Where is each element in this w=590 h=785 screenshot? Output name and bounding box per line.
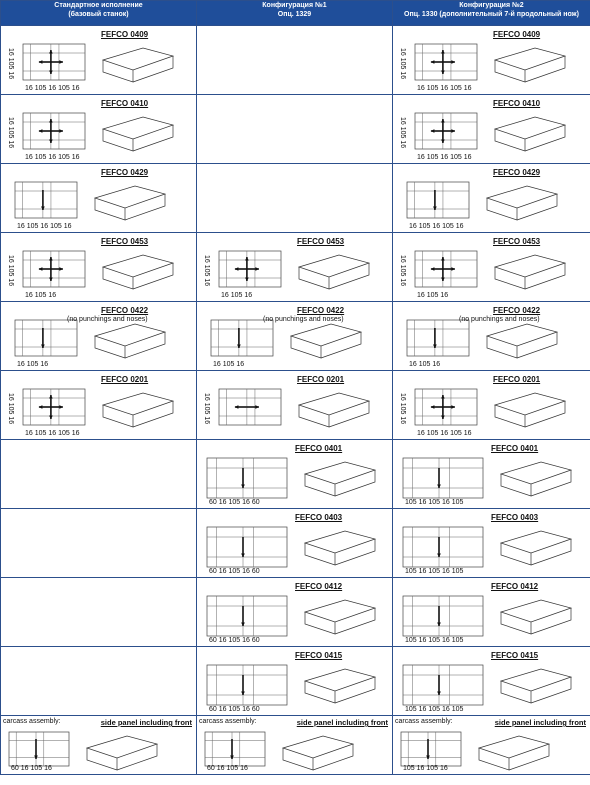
arrow-head bbox=[41, 344, 45, 348]
arrow-head bbox=[451, 60, 455, 64]
config-row bbox=[1, 164, 590, 233]
arrow-head bbox=[441, 50, 445, 54]
arrow-head bbox=[431, 60, 435, 64]
box-blank-diagram bbox=[211, 320, 273, 356]
config-cell bbox=[1, 302, 197, 371]
box-blank-diagram bbox=[207, 458, 287, 498]
arrow-head bbox=[241, 691, 245, 695]
box-3d-sketch bbox=[103, 117, 173, 151]
fefco-code: FEFCO 0403 bbox=[295, 513, 343, 522]
box-3d-sketch bbox=[305, 531, 375, 565]
side-panel-label: side panel including front bbox=[100, 718, 192, 727]
dimension-label: 105 16 105 16 105 bbox=[405, 706, 464, 713]
arrow-head bbox=[437, 553, 441, 557]
config-cell bbox=[197, 578, 393, 647]
arrow-head bbox=[49, 70, 53, 74]
header-config1 bbox=[197, 1, 393, 26]
dimension-label: 60 16 105 16 60 bbox=[209, 706, 260, 713]
dimension-label: 105 16 105 16 105 bbox=[405, 637, 464, 644]
config-row bbox=[1, 716, 590, 775]
dimension-label: 105 16 105 16 bbox=[403, 765, 448, 772]
arrow-head bbox=[431, 267, 435, 271]
arrow-head bbox=[431, 129, 435, 133]
arrow-head bbox=[49, 139, 53, 143]
figure bbox=[1, 371, 197, 439]
arrow-head bbox=[245, 277, 249, 281]
arrow-head bbox=[49, 50, 53, 54]
config-cell bbox=[197, 716, 393, 775]
side-dimension-label: 16 105 16 bbox=[7, 48, 14, 80]
fefco-code: FEFCO 0201 bbox=[297, 375, 345, 384]
figure bbox=[393, 302, 589, 370]
box-blank-diagram bbox=[403, 458, 483, 498]
fefco-note: (no punchings and noses) bbox=[459, 316, 540, 323]
arrow-head bbox=[59, 405, 63, 409]
arrow-head bbox=[49, 395, 53, 399]
config-row bbox=[1, 647, 590, 716]
fefco-code: FEFCO 0422 bbox=[101, 306, 149, 315]
box-blank-diagram bbox=[9, 732, 69, 766]
box-3d-sketch bbox=[501, 669, 571, 703]
box-3d-sketch bbox=[95, 324, 165, 358]
dimension-label: 16 105 16 105 16 bbox=[17, 223, 72, 230]
arrow-head bbox=[441, 257, 445, 261]
dimension-label: 16 105 16 bbox=[417, 292, 449, 299]
side-dimension-label: 16 105 16 bbox=[7, 117, 14, 149]
empty-cell bbox=[1, 509, 197, 578]
dimension-label: 16 105 16 105 16 bbox=[417, 85, 472, 92]
fefco-code: FEFCO 0403 bbox=[491, 513, 539, 522]
fefco-code: FEFCO 0409 bbox=[101, 30, 149, 39]
figure bbox=[197, 371, 393, 439]
fefco-code: FEFCO 0422 bbox=[297, 306, 345, 315]
config-cell bbox=[1, 26, 197, 95]
config-cell bbox=[393, 371, 590, 440]
config-cell bbox=[393, 302, 590, 371]
config-row bbox=[1, 371, 590, 440]
config-row bbox=[1, 509, 590, 578]
dimension-label: 16 105 16 105 16 bbox=[417, 154, 472, 161]
arrow-head bbox=[230, 755, 234, 759]
arrow-head bbox=[437, 622, 441, 626]
config-cell bbox=[393, 509, 590, 578]
dimension-label: 16 105 16 bbox=[25, 292, 57, 299]
arrow-head bbox=[437, 691, 441, 695]
fefco-note: (no punchings and noses) bbox=[263, 316, 344, 323]
config-cell bbox=[197, 509, 393, 578]
box-3d-sketch bbox=[495, 255, 565, 289]
figure bbox=[393, 233, 589, 301]
box-blank-diagram bbox=[407, 320, 469, 356]
config-cell bbox=[393, 233, 590, 302]
box-3d-sketch bbox=[103, 48, 173, 82]
config-cell bbox=[197, 233, 393, 302]
empty-cell bbox=[197, 164, 393, 233]
figure bbox=[197, 233, 393, 301]
side-dimension-label: 16 105 16 bbox=[7, 393, 14, 425]
side-dimension-label: 16 105 16 bbox=[7, 255, 14, 287]
figure bbox=[393, 164, 589, 232]
figure bbox=[393, 371, 589, 439]
arrow-head bbox=[49, 257, 53, 261]
arrow-head bbox=[41, 206, 45, 210]
arrow-head bbox=[245, 257, 249, 261]
fefco-code: FEFCO 0453 bbox=[493, 237, 541, 246]
figure bbox=[1, 164, 197, 232]
config-cell bbox=[393, 164, 590, 233]
fefco-code: FEFCO 0409 bbox=[493, 30, 541, 39]
config-cell bbox=[1, 716, 197, 775]
box-3d-sketch bbox=[305, 462, 375, 496]
arrow-head bbox=[235, 405, 239, 409]
arrow-head bbox=[437, 484, 441, 488]
fefco-code: FEFCO 0422 bbox=[493, 306, 541, 315]
dimension-label: 16 105 16 105 16 bbox=[25, 85, 80, 92]
dimension-label: 16 105 16 105 16 bbox=[409, 223, 464, 230]
box-3d-sketch bbox=[299, 255, 369, 289]
figure bbox=[1, 302, 197, 370]
arrow-head bbox=[39, 60, 43, 64]
box-blank-diagram bbox=[207, 596, 287, 636]
box-blank-diagram bbox=[207, 665, 287, 705]
side-dimension-label: 16 105 16 bbox=[399, 255, 406, 287]
header-title: Конфигурация №1 bbox=[262, 2, 327, 9]
side-dimension-label: 16 105 16 bbox=[203, 393, 210, 425]
box-3d-sketch bbox=[95, 186, 165, 220]
figure bbox=[1, 95, 197, 163]
arrow-head bbox=[241, 484, 245, 488]
arrow-head bbox=[431, 405, 435, 409]
dimension-label: 60 16 105 16 60 bbox=[209, 568, 260, 575]
dimension-label: 105 16 105 16 105 bbox=[405, 568, 464, 575]
arrow-head bbox=[451, 129, 455, 133]
side-panel-label: side panel including front bbox=[296, 718, 388, 727]
arrow-head bbox=[241, 622, 245, 626]
dimension-label: 16 105 16 bbox=[213, 361, 245, 368]
box-blank-diagram bbox=[407, 182, 469, 218]
box-3d-sketch bbox=[305, 600, 375, 634]
box-3d-sketch bbox=[487, 186, 557, 220]
arrow-head bbox=[441, 70, 445, 74]
fefco-code: FEFCO 0453 bbox=[297, 237, 345, 246]
fefco-note: (no punchings and noses) bbox=[67, 316, 148, 323]
arrow-head bbox=[441, 277, 445, 281]
figure bbox=[1, 26, 197, 94]
arrow-head bbox=[451, 267, 455, 271]
box-3d-sketch bbox=[495, 393, 565, 427]
arrow-head bbox=[441, 119, 445, 123]
figure bbox=[197, 302, 393, 370]
config-cell bbox=[393, 716, 590, 775]
arrow-head bbox=[59, 129, 63, 133]
box-blank-diagram bbox=[207, 527, 287, 567]
carcass-label: carcass assembly: bbox=[395, 718, 453, 725]
arrow-head bbox=[49, 277, 53, 281]
config-row bbox=[1, 302, 590, 371]
box-3d-sketch bbox=[299, 393, 369, 427]
box-3d-sketch bbox=[87, 736, 157, 770]
config-cell bbox=[1, 95, 197, 164]
fefco-code: FEFCO 0201 bbox=[101, 375, 149, 384]
side-dimension-label: 16 105 16 bbox=[399, 48, 406, 80]
fefco-code: FEFCO 0401 bbox=[295, 444, 343, 453]
header-row bbox=[1, 1, 590, 26]
fefco-code: FEFCO 0415 bbox=[295, 651, 343, 660]
box-blank-diagram bbox=[15, 320, 77, 356]
arrow-head bbox=[255, 405, 259, 409]
fefco-code: FEFCO 0453 bbox=[101, 237, 149, 246]
fefco-code: FEFCO 0412 bbox=[295, 582, 343, 591]
config-cell bbox=[393, 578, 590, 647]
arrow-head bbox=[49, 119, 53, 123]
carcass-label: carcass assembly: bbox=[199, 718, 257, 725]
dimension-label: 16 105 16 105 16 bbox=[25, 430, 80, 437]
arrow-head bbox=[39, 267, 43, 271]
dimension-label: 60 16 105 16 60 bbox=[209, 637, 260, 644]
box-3d-sketch bbox=[103, 255, 173, 289]
arrow-head bbox=[433, 344, 437, 348]
arrow-head bbox=[59, 60, 63, 64]
dimension-label: 105 16 105 16 105 bbox=[405, 499, 464, 506]
config-cell bbox=[393, 26, 590, 95]
box-blank-diagram bbox=[403, 596, 483, 636]
box-3d-sketch bbox=[305, 669, 375, 703]
dimension-label: 16 105 16 bbox=[17, 361, 49, 368]
arrow-head bbox=[441, 415, 445, 419]
box-blank-diagram bbox=[403, 527, 483, 567]
config-cell bbox=[393, 95, 590, 164]
header-subtitle: Опц. 1329 bbox=[277, 11, 312, 18]
side-dimension-label: 16 105 16 bbox=[399, 117, 406, 149]
fefco-code: FEFCO 0415 bbox=[491, 651, 539, 660]
arrow-head bbox=[237, 344, 241, 348]
config-row bbox=[1, 26, 590, 95]
empty-cell bbox=[197, 26, 393, 95]
figure bbox=[393, 95, 589, 163]
empty-cell bbox=[197, 95, 393, 164]
dimension-label: 16 105 16 bbox=[221, 292, 253, 299]
config-cell bbox=[197, 371, 393, 440]
config-row bbox=[1, 233, 590, 302]
box-3d-sketch bbox=[283, 736, 353, 770]
header-standard bbox=[1, 1, 197, 26]
figure bbox=[393, 26, 589, 94]
arrow-head bbox=[235, 267, 239, 271]
box-blank-diagram bbox=[205, 732, 265, 766]
empty-cell bbox=[1, 440, 197, 509]
config-row bbox=[1, 440, 590, 509]
empty-cell bbox=[1, 647, 197, 716]
dimension-label: 16 105 16 105 16 bbox=[417, 430, 472, 437]
arrow-head bbox=[49, 415, 53, 419]
fefco-code: FEFCO 0410 bbox=[101, 99, 149, 108]
box-3d-sketch bbox=[479, 736, 549, 770]
fefco-code: FEFCO 0412 bbox=[491, 582, 539, 591]
box-blank-diagram bbox=[403, 665, 483, 705]
dimension-label: 60 16 105 16 60 bbox=[209, 499, 260, 506]
side-panel-label: side panel including front bbox=[494, 718, 586, 727]
arrow-head bbox=[59, 267, 63, 271]
arrow-head bbox=[241, 553, 245, 557]
arrow-head bbox=[34, 755, 38, 759]
config-row bbox=[1, 95, 590, 164]
config-cell bbox=[197, 440, 393, 509]
config-cell bbox=[1, 233, 197, 302]
carcass-label: carcass assembly: bbox=[3, 718, 61, 725]
header-title: Конфигурация №2 bbox=[459, 2, 524, 9]
side-dimension-label: 16 105 16 bbox=[399, 393, 406, 425]
empty-cell bbox=[1, 578, 197, 647]
fefco-code: FEFCO 0201 bbox=[493, 375, 541, 384]
arrow-head bbox=[441, 395, 445, 399]
box-3d-sketch bbox=[487, 324, 557, 358]
box-3d-sketch bbox=[501, 600, 571, 634]
arrow-head bbox=[451, 405, 455, 409]
box-blank-diagram bbox=[15, 182, 77, 218]
box-3d-sketch bbox=[103, 393, 173, 427]
header-title: Стандартное исполнение bbox=[54, 2, 143, 9]
side-dimension-label: 16 105 16 bbox=[203, 255, 210, 287]
arrow-head bbox=[426, 755, 430, 759]
fefco-code: FEFCO 0429 bbox=[101, 168, 149, 177]
box-blank-diagram bbox=[401, 732, 461, 766]
box-3d-sketch bbox=[501, 531, 571, 565]
figure bbox=[1, 233, 197, 301]
box-3d-sketch bbox=[291, 324, 361, 358]
config-cell bbox=[197, 647, 393, 716]
dimension-label: 16 105 16 105 16 bbox=[25, 154, 80, 161]
box-3d-sketch bbox=[501, 462, 571, 496]
config-cell bbox=[197, 302, 393, 371]
config-cell bbox=[1, 164, 197, 233]
dimension-label: 16 105 16 bbox=[409, 361, 441, 368]
config-cell bbox=[393, 440, 590, 509]
box-3d-sketch bbox=[495, 117, 565, 151]
arrow-head bbox=[441, 139, 445, 143]
dimension-label: 60 16 105 16 bbox=[207, 765, 248, 772]
arrow-head bbox=[39, 405, 43, 409]
config-row bbox=[1, 578, 590, 647]
config-cell bbox=[1, 371, 197, 440]
arrow-head bbox=[433, 206, 437, 210]
header-subtitle: (базовый станок) bbox=[68, 11, 129, 18]
header-subtitle: Опц. 1330 (дополнительный 7-й продольный нож) bbox=[404, 11, 579, 18]
fefco-code: FEFCO 0410 bbox=[493, 99, 541, 108]
config-cell bbox=[393, 647, 590, 716]
fefco-code: FEFCO 0401 bbox=[491, 444, 539, 453]
box-3d-sketch bbox=[495, 48, 565, 82]
header-config2 bbox=[393, 1, 590, 26]
fefco-code: FEFCO 0429 bbox=[493, 168, 541, 177]
dimension-label: 60 16 105 16 bbox=[11, 765, 52, 772]
arrow-head bbox=[39, 129, 43, 133]
arrow-head bbox=[255, 267, 259, 271]
